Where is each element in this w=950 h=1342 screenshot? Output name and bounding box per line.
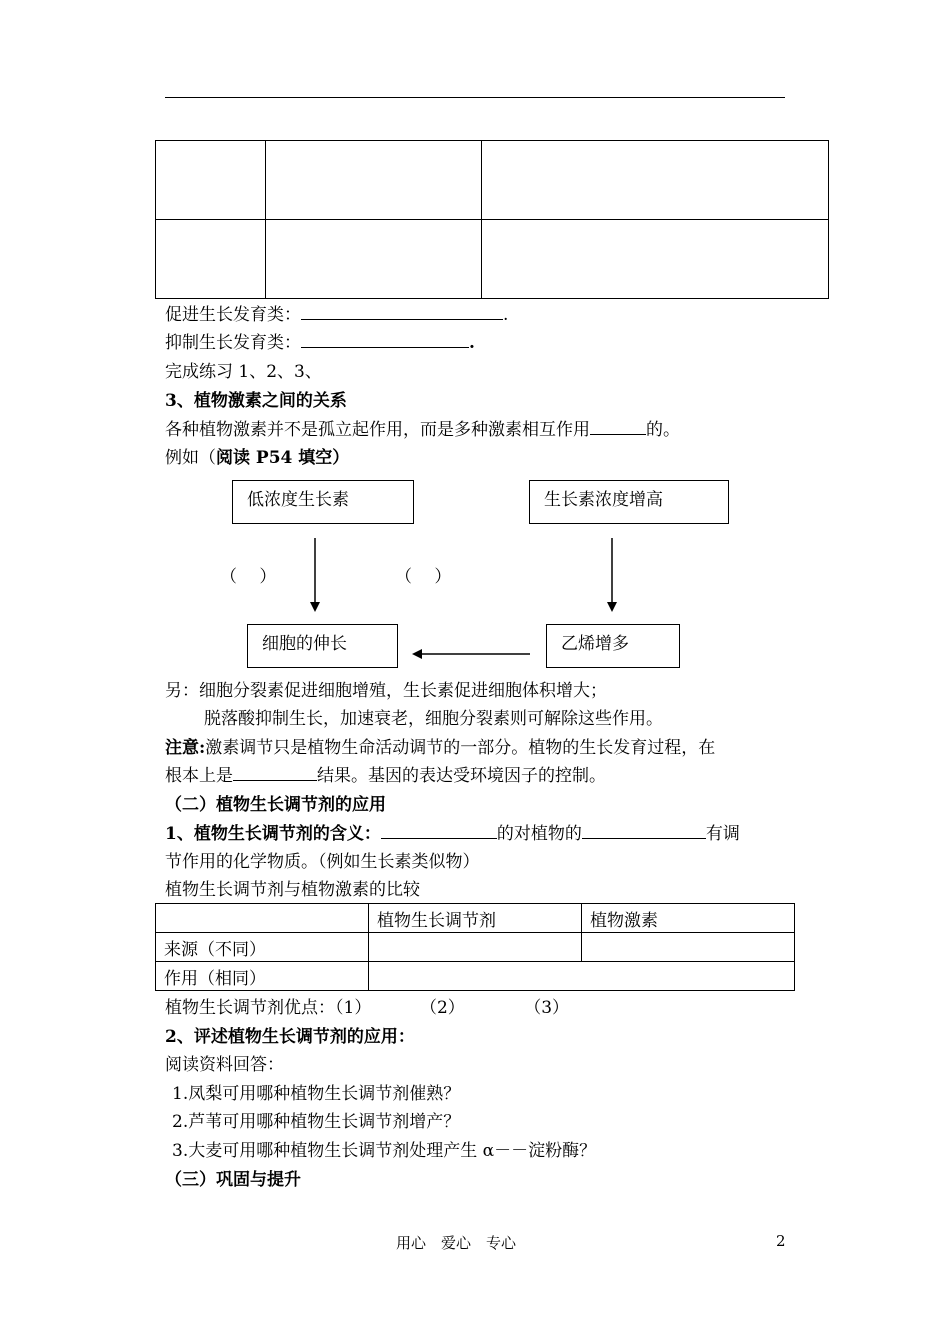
question-3: 3.大麦可用哪种植物生长调节剂处理产生 α－－淀粉酶？ [172, 1141, 597, 1161]
promote-line: 促进生长发育类： . [165, 301, 508, 329]
exercise-line: 完成练习 1、2、3、 [165, 362, 322, 382]
other-line-2: 脱落酸抑制生长，加速衰老，细胞分裂素则可解除这些作用。 [204, 709, 663, 729]
section-3-title: 3、植物激素之间的关系 [165, 391, 347, 411]
table-cell [369, 962, 795, 991]
table-cell: 作用（相同） [156, 962, 369, 991]
example-line: 例如（阅读 P54 填空） [165, 448, 350, 468]
section-3-text: 各种植物激素并不是孤立起作用，而是多种激素相互作用 的。 [165, 416, 680, 444]
compare-title: 植物生长调节剂与植物激素的比较 [165, 880, 420, 900]
box-ethylene: 乙烯增多 [546, 624, 680, 668]
table-cell [369, 933, 582, 962]
footer-motto: 用心 爱心 专心 [396, 1234, 517, 1252]
table-cell [582, 933, 795, 962]
blank [233, 762, 317, 781]
inhibit-line: 抑制生长发育类： . [165, 329, 475, 357]
table-row [156, 962, 795, 991]
compare-table [155, 903, 795, 991]
read-line: 阅读资料回答： [165, 1055, 284, 1075]
table-cell: 来源（不同） [156, 933, 369, 962]
definition-line-2: 节作用的化学物质。（例如生长素类似物） [165, 852, 480, 872]
other-line-1: 另：细胞分裂素促进细胞增殖，生长素促进细胞体积增大； [165, 681, 607, 701]
blank [582, 820, 706, 839]
advantages-line: 植物生长调节剂优点：（1） （2） （3） [165, 998, 570, 1018]
box-high-auxin: 生长素浓度增高 [529, 480, 729, 524]
definition-line: 1、植物生长调节剂的含义： 的对植物的 有调 [165, 820, 740, 848]
table-row [156, 933, 795, 962]
section-2-title: 2、评述植物生长调节剂的应用： [165, 1027, 415, 1047]
box-low-auxin: 低浓度生长素 [232, 480, 414, 524]
note-line-2: 根本上是 结果。基因的表达受环境因子的控制。 [165, 762, 606, 790]
page-number: 2 [776, 1232, 786, 1250]
blank-paren-mid: （ ） [395, 567, 452, 587]
box-cell-elongation: 细胞的伸长 [247, 624, 398, 668]
table-header-cell [156, 904, 369, 933]
question-2: 2.芦苇可用哪种植物生长调节剂增产？ [172, 1112, 461, 1132]
section-c-title: （三）巩固与提升 [165, 1170, 301, 1190]
question-1: 1.凤梨可用哪种植物生长调节剂催熟？ [172, 1084, 461, 1104]
blank [381, 820, 497, 839]
table-header-cell: 植物激素 [582, 904, 795, 933]
table-row [156, 904, 795, 933]
section-b-title: （二）植物生长调节剂的应用 [165, 795, 386, 815]
note-line: 注意:激素调节只是植物生命活动调节的一部分。植物的生长发育过程，在 [165, 738, 716, 758]
table-header-cell: 植物生长调节剂 [369, 904, 582, 933]
blank-paren-left: （ ） [220, 567, 277, 587]
